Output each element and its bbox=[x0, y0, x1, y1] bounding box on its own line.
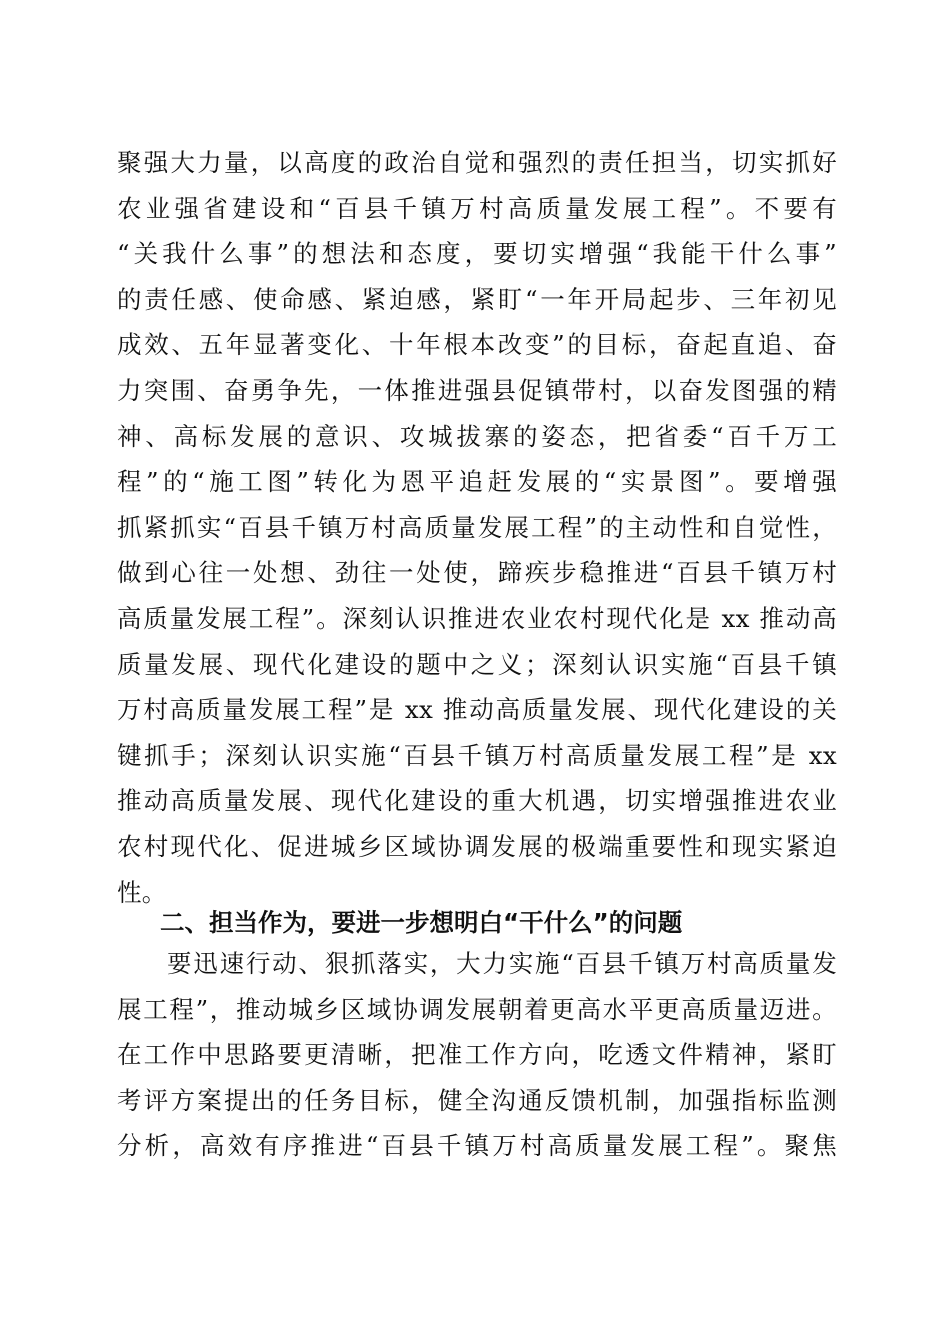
paragraph-line: 高质量发展工程”。深刻认识推进农业农村现代化是 xx 推动高 bbox=[117, 603, 837, 633]
paragraph-line: 农村现代化、促进城乡区域协调发展的极端重要性和现实紧迫 bbox=[117, 831, 837, 861]
body-paragraph-1 bbox=[117, 140, 837, 915]
paragraph-line: 聚强大力量，以高度的政治自觉和强烈的责任担当，切实抓好 bbox=[117, 148, 837, 177]
paragraph-line: 做到心往一处想、劲往一处使，蹄疾步稳推进“百县千镇万村 bbox=[117, 558, 837, 588]
paragraph-line: 成效、五年显著变化、十年根本改变”的目标，奋起直追、奋 bbox=[117, 330, 837, 360]
paragraph-line: 神、高标发展的意识、攻城拔寨的姿态，把省委“百千万工 bbox=[117, 421, 837, 451]
paragraph-line: 分析，高效有序推进“百县千镇万村高质量发展工程”。聚焦 bbox=[117, 1131, 837, 1161]
paragraph-line: 推动高质量发展、现代化建设的重大机遇，切实增强推进农业 bbox=[117, 786, 837, 816]
paragraph-line: 键抓手；深刻认识实施“百县千镇万村高质量发展工程”是 xx bbox=[117, 740, 837, 770]
paragraph-line: 要迅速行动、狠抓落实，大力实施“百县千镇万村高质量发 bbox=[167, 949, 837, 978]
paragraph-line: 的责任感、使命感、紧迫感，紧盯“一年开局起步、三年初见 bbox=[117, 284, 837, 314]
paragraph-line: 在工作中思路要更清晰，把准工作方向，吃透文件精神，紧盯 bbox=[117, 1040, 837, 1070]
paragraph-line: 性。 bbox=[117, 877, 167, 907]
section-heading: 二、担当作为，要进一步想明白“干什么”的问题 bbox=[160, 908, 683, 937]
paragraph-line: 万村高质量发展工程”是 xx 推动高质量发展、现代化建设的关 bbox=[117, 695, 837, 725]
paragraph-line: 抓紧抓实“百县千镇万村高质量发展工程”的主动性和自觉性， bbox=[117, 512, 837, 542]
paragraph-line: 程”的“施工图”转化为恩平追赶发展的“实景图”。要增强 bbox=[117, 467, 837, 497]
paragraph-line: 考评方案提出的任务目标，健全沟通反馈机制，加强指标监测 bbox=[117, 1085, 837, 1115]
paragraph-line: 质量发展、现代化建设的题中之义；深刻认识实施“百县千镇 bbox=[117, 649, 837, 679]
paragraph-line: “关我什么事”的想法和态度，要切实增强“我能干什么事” bbox=[117, 239, 837, 269]
paragraph-line: 展工程”，推动城乡区域协调发展朝着更高水平更高质量迈进。 bbox=[117, 994, 837, 1024]
body-paragraph-2 bbox=[117, 941, 837, 1169]
paragraph-line: 力突围、奋勇争先，一体推进强县促镇带村，以奋发图强的精 bbox=[117, 375, 837, 405]
paragraph-line: 农业强省建设和“百县千镇万村高质量发展工程”。不要有 bbox=[117, 193, 837, 223]
